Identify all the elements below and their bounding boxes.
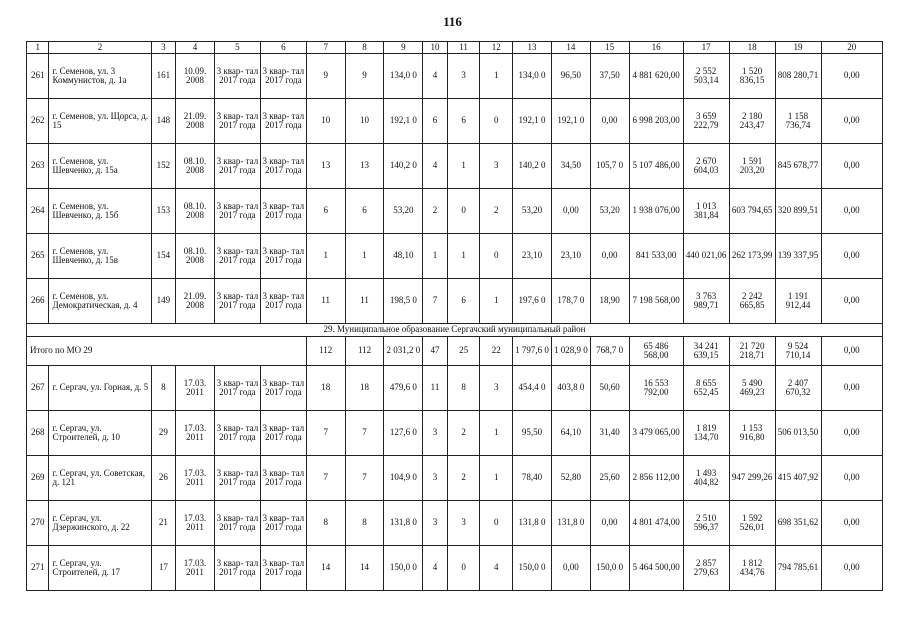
cell-c5: 3 квар- тал 2017 года bbox=[214, 189, 260, 234]
cell-c7: 9 bbox=[306, 54, 345, 99]
table-row bbox=[27, 411, 883, 456]
cell-c15: 0,00 bbox=[590, 501, 629, 546]
table-body bbox=[27, 42, 883, 591]
cell-c10: 4 bbox=[423, 54, 448, 99]
cell-c12: 1 bbox=[480, 456, 513, 501]
column-number-13: 13 bbox=[513, 42, 552, 54]
total-cell-c13: 1 797,6 0 bbox=[513, 337, 552, 366]
cell-c6: 3 квар- тал 2017 года bbox=[260, 546, 306, 591]
total-cell-c16: 65 486 568,00 bbox=[629, 337, 683, 366]
table-row bbox=[27, 99, 883, 144]
cell-c7: 11 bbox=[306, 279, 345, 324]
column-number-17: 17 bbox=[683, 42, 729, 54]
cell-c4: 17.03. 2011 bbox=[176, 546, 215, 591]
cell-c20: 0,00 bbox=[821, 279, 882, 324]
column-number-7: 7 bbox=[306, 42, 345, 54]
column-number-2: 2 bbox=[49, 42, 151, 54]
column-number-1: 1 bbox=[27, 42, 49, 54]
cell-c10: 2 bbox=[423, 189, 448, 234]
cell-c15: 25,60 bbox=[590, 456, 629, 501]
cell-c11: 2 bbox=[447, 411, 480, 456]
cell-c14: 96,50 bbox=[551, 54, 590, 99]
cell-c9: 150,0 0 bbox=[384, 546, 423, 591]
column-number-19: 19 bbox=[775, 42, 821, 54]
table-row bbox=[27, 501, 883, 546]
cell-c11: 0 bbox=[447, 546, 480, 591]
cell-c17: 2 552 503,14 bbox=[683, 54, 729, 99]
cell-c7: 10 bbox=[306, 99, 345, 144]
cell-c19: 320 899,51 bbox=[775, 189, 821, 234]
cell-c19: 698 351,62 bbox=[775, 501, 821, 546]
cell-c2: г. Семенов, ул. Шевченко, д. 15б bbox=[49, 189, 151, 234]
cell-c13: 192,1 0 bbox=[513, 99, 552, 144]
cell-c1: 269 bbox=[27, 456, 49, 501]
cell-c19: 2 407 670,32 bbox=[775, 366, 821, 411]
cell-c11: 8 bbox=[447, 366, 480, 411]
column-number-4: 4 bbox=[176, 42, 215, 54]
cell-c2: г. Сергач, ул. Горная, д. 5 bbox=[49, 366, 151, 411]
cell-c9: 198,5 0 bbox=[384, 279, 423, 324]
cell-c9: 479,6 0 bbox=[384, 366, 423, 411]
cell-c1: 263 bbox=[27, 144, 49, 189]
cell-c10: 3 bbox=[423, 501, 448, 546]
cell-c9: 48,10 bbox=[384, 234, 423, 279]
cell-c3: 152 bbox=[151, 144, 176, 189]
cell-c5: 3 квар- тал 2017 года bbox=[214, 99, 260, 144]
table-row bbox=[27, 546, 883, 591]
cell-c2: г. Сергач, ул. Советская, д. 121 bbox=[49, 456, 151, 501]
cell-c17: 2 857 279,63 bbox=[683, 546, 729, 591]
column-number-18: 18 bbox=[729, 42, 775, 54]
cell-c4: 21.09. 2008 bbox=[176, 279, 215, 324]
cell-c2: г. Семенов, ул. Шевченко, д. 15в bbox=[49, 234, 151, 279]
column-number-3: 3 bbox=[151, 42, 176, 54]
cell-c20: 0,00 bbox=[821, 366, 882, 411]
cell-c13: 23,10 bbox=[513, 234, 552, 279]
cell-c10: 3 bbox=[423, 456, 448, 501]
cell-c18: 5 490 469,23 bbox=[729, 366, 775, 411]
cell-c4: 17.03. 2011 bbox=[176, 411, 215, 456]
column-number-8: 8 bbox=[345, 42, 384, 54]
total-cell-c14: 1 028,9 0 bbox=[551, 337, 590, 366]
cell-c12: 1 bbox=[480, 54, 513, 99]
column-number-6: 6 bbox=[260, 42, 306, 54]
cell-c4: 17.03. 2011 bbox=[176, 456, 215, 501]
cell-c12: 1 bbox=[480, 279, 513, 324]
cell-c6: 3 квар- тал 2017 года bbox=[260, 99, 306, 144]
cell-c4: 08.10. 2008 bbox=[176, 144, 215, 189]
cell-c13: 134,0 0 bbox=[513, 54, 552, 99]
cell-c3: 161 bbox=[151, 54, 176, 99]
cell-c16: 841 533,00 bbox=[629, 234, 683, 279]
cell-c18: 262 173,99 bbox=[729, 234, 775, 279]
cell-c20: 0,00 bbox=[821, 99, 882, 144]
cell-c13: 95,50 bbox=[513, 411, 552, 456]
cell-c6: 3 квар- тал 2017 года bbox=[260, 54, 306, 99]
table-row bbox=[27, 189, 883, 234]
cell-c19: 139 337,95 bbox=[775, 234, 821, 279]
cell-c14: 403,8 0 bbox=[551, 366, 590, 411]
cell-c18: 603 794,65 bbox=[729, 189, 775, 234]
housing-register-table bbox=[26, 41, 883, 591]
cell-c5: 3 квар- тал 2017 года bbox=[214, 546, 260, 591]
cell-c14: 192,1 0 bbox=[551, 99, 590, 144]
cell-c12: 0 bbox=[480, 501, 513, 546]
total-cell-c20: 0,00 bbox=[821, 337, 882, 366]
cell-c2: г. Семенов, ул. Демократическая, д. 4 bbox=[49, 279, 151, 324]
cell-c16: 4 881 620,00 bbox=[629, 54, 683, 99]
cell-c19: 794 785,61 bbox=[775, 546, 821, 591]
cell-c18: 2 180 243,47 bbox=[729, 99, 775, 144]
cell-c18: 1 520 836,15 bbox=[729, 54, 775, 99]
cell-c3: 21 bbox=[151, 501, 176, 546]
cell-c14: 52,80 bbox=[551, 456, 590, 501]
column-number-5: 5 bbox=[214, 42, 260, 54]
cell-c5: 3 квар- тал 2017 года bbox=[214, 501, 260, 546]
cell-c17: 1 819 134,70 bbox=[683, 411, 729, 456]
cell-c17: 2 510 596,37 bbox=[683, 501, 729, 546]
cell-c6: 3 квар- тал 2017 года bbox=[260, 144, 306, 189]
cell-c2: г. Сергач, ул. Дзержинского, д. 22 bbox=[49, 501, 151, 546]
cell-c10: 4 bbox=[423, 546, 448, 591]
cell-c15: 37,50 bbox=[590, 54, 629, 99]
cell-c16: 7 198 568,00 bbox=[629, 279, 683, 324]
table-row bbox=[27, 234, 883, 279]
cell-c9: 53,20 bbox=[384, 189, 423, 234]
cell-c3: 154 bbox=[151, 234, 176, 279]
cell-c14: 0,00 bbox=[551, 546, 590, 591]
cell-c1: 264 bbox=[27, 189, 49, 234]
cell-c6: 3 квар- тал 2017 года bbox=[260, 411, 306, 456]
cell-c16: 5 107 486,00 bbox=[629, 144, 683, 189]
cell-c11: 1 bbox=[447, 144, 480, 189]
cell-c17: 3 659 222,79 bbox=[683, 99, 729, 144]
cell-c4: 10.09. 2008 bbox=[176, 54, 215, 99]
cell-c8: 7 bbox=[345, 411, 384, 456]
cell-c19: 845 678,77 bbox=[775, 144, 821, 189]
cell-c19: 415 407,92 bbox=[775, 456, 821, 501]
total-row bbox=[27, 337, 883, 366]
cell-c12: 4 bbox=[480, 546, 513, 591]
cell-c9: 192,1 0 bbox=[384, 99, 423, 144]
cell-c1: 266 bbox=[27, 279, 49, 324]
column-number-16: 16 bbox=[629, 42, 683, 54]
cell-c9: 140,2 0 bbox=[384, 144, 423, 189]
cell-c1: 261 bbox=[27, 54, 49, 99]
cell-c15: 0,00 bbox=[590, 99, 629, 144]
cell-c4: 17.03. 2011 bbox=[176, 501, 215, 546]
cell-c8: 9 bbox=[345, 54, 384, 99]
cell-c14: 34,50 bbox=[551, 144, 590, 189]
cell-c16: 5 464 500,00 bbox=[629, 546, 683, 591]
cell-c5: 3 квар- тал 2017 года bbox=[214, 456, 260, 501]
cell-c2: г. Сергач, ул. Строителей, д. 17 bbox=[49, 546, 151, 591]
column-number-12: 12 bbox=[480, 42, 513, 54]
column-number-10: 10 bbox=[423, 42, 448, 54]
cell-c11: 3 bbox=[447, 501, 480, 546]
cell-c8: 11 bbox=[345, 279, 384, 324]
cell-c3: 26 bbox=[151, 456, 176, 501]
cell-c1: 270 bbox=[27, 501, 49, 546]
column-number-20: 20 bbox=[821, 42, 882, 54]
cell-c8: 1 bbox=[345, 234, 384, 279]
column-number-11: 11 bbox=[447, 42, 480, 54]
cell-c7: 7 bbox=[306, 411, 345, 456]
cell-c11: 2 bbox=[447, 456, 480, 501]
cell-c16: 1 938 076,00 bbox=[629, 189, 683, 234]
cell-c15: 53,20 bbox=[590, 189, 629, 234]
cell-c7: 8 bbox=[306, 501, 345, 546]
cell-c13: 131,8 0 bbox=[513, 501, 552, 546]
cell-c20: 0,00 bbox=[821, 411, 882, 456]
cell-c3: 149 bbox=[151, 279, 176, 324]
cell-c9: 104,9 0 bbox=[384, 456, 423, 501]
cell-c14: 64,10 bbox=[551, 411, 590, 456]
cell-c16: 16 553 792,00 bbox=[629, 366, 683, 411]
column-number-15: 15 bbox=[590, 42, 629, 54]
cell-c19: 1 191 912,44 bbox=[775, 279, 821, 324]
cell-c5: 3 квар- тал 2017 года bbox=[214, 54, 260, 99]
cell-c19: 808 280,71 bbox=[775, 54, 821, 99]
total-cell-c19: 9 524 710,14 bbox=[775, 337, 821, 366]
table-row bbox=[27, 54, 883, 99]
cell-c14: 23,10 bbox=[551, 234, 590, 279]
cell-c2: г. Семенов, ул. 3 Коммунистов, д. 1а bbox=[49, 54, 151, 99]
cell-c3: 17 bbox=[151, 546, 176, 591]
cell-c4: 21.09. 2008 bbox=[176, 99, 215, 144]
cell-c6: 3 квар- тал 2017 года bbox=[260, 456, 306, 501]
cell-c15: 0,00 bbox=[590, 234, 629, 279]
cell-c13: 78,40 bbox=[513, 456, 552, 501]
cell-c20: 0,00 bbox=[821, 189, 882, 234]
table-row bbox=[27, 279, 883, 324]
section-title: 29. Муниципальное образование Сергачский муниципальный район bbox=[27, 324, 883, 337]
cell-c13: 53,20 bbox=[513, 189, 552, 234]
cell-c2: г. Сергач, ул. Строителей, д. 10 bbox=[49, 411, 151, 456]
cell-c20: 0,00 bbox=[821, 546, 882, 591]
cell-c20: 0,00 bbox=[821, 234, 882, 279]
cell-c3: 153 bbox=[151, 189, 176, 234]
column-number-row bbox=[27, 42, 883, 54]
cell-c7: 13 bbox=[306, 144, 345, 189]
cell-c10: 3 bbox=[423, 411, 448, 456]
cell-c6: 3 квар- тал 2017 года bbox=[260, 366, 306, 411]
cell-c13: 197,6 0 bbox=[513, 279, 552, 324]
cell-c1: 271 bbox=[27, 546, 49, 591]
cell-c10: 1 bbox=[423, 234, 448, 279]
cell-c2: г. Семенов, ул. Шевченко, д. 15а bbox=[49, 144, 151, 189]
total-cell-c9: 2 031,2 0 bbox=[384, 337, 423, 366]
cell-c4: 17.03. 2011 bbox=[176, 366, 215, 411]
cell-c12: 3 bbox=[480, 366, 513, 411]
total-cell-c8: 112 bbox=[345, 337, 384, 366]
cell-c14: 131,8 0 bbox=[551, 501, 590, 546]
cell-c1: 265 bbox=[27, 234, 49, 279]
cell-c9: 131,8 0 bbox=[384, 501, 423, 546]
cell-c1: 267 bbox=[27, 366, 49, 411]
cell-c17: 1 493 404,82 bbox=[683, 456, 729, 501]
cell-c9: 127,6 0 bbox=[384, 411, 423, 456]
cell-c3: 29 bbox=[151, 411, 176, 456]
cell-c11: 6 bbox=[447, 99, 480, 144]
cell-c12: 1 bbox=[480, 411, 513, 456]
cell-c11: 3 bbox=[447, 54, 480, 99]
cell-c8: 13 bbox=[345, 144, 384, 189]
cell-c6: 3 квар- тал 2017 года bbox=[260, 279, 306, 324]
total-cell-c12: 22 bbox=[480, 337, 513, 366]
cell-c12: 0 bbox=[480, 234, 513, 279]
total-cell-c7: 112 bbox=[306, 337, 345, 366]
cell-c7: 7 bbox=[306, 456, 345, 501]
cell-c2: г. Семенов, ул. Щорса, д. 15 bbox=[49, 99, 151, 144]
cell-c16: 6 998 203,00 bbox=[629, 99, 683, 144]
cell-c3: 8 bbox=[151, 366, 176, 411]
cell-c12: 3 bbox=[480, 144, 513, 189]
cell-c4: 08.10. 2008 bbox=[176, 234, 215, 279]
cell-c8: 10 bbox=[345, 99, 384, 144]
cell-c8: 14 bbox=[345, 546, 384, 591]
cell-c7: 6 bbox=[306, 189, 345, 234]
cell-c14: 0,00 bbox=[551, 189, 590, 234]
cell-c7: 1 bbox=[306, 234, 345, 279]
cell-c19: 1 158 736,74 bbox=[775, 99, 821, 144]
cell-c4: 08.10. 2008 bbox=[176, 189, 215, 234]
cell-c17: 2 670 604,03 bbox=[683, 144, 729, 189]
cell-c17: 8 655 652,45 bbox=[683, 366, 729, 411]
table-row bbox=[27, 144, 883, 189]
cell-c10: 7 bbox=[423, 279, 448, 324]
cell-c11: 6 bbox=[447, 279, 480, 324]
cell-c8: 7 bbox=[345, 456, 384, 501]
cell-c5: 3 квар- тал 2017 года bbox=[214, 366, 260, 411]
cell-c11: 0 bbox=[447, 189, 480, 234]
cell-c12: 2 bbox=[480, 189, 513, 234]
cell-c11: 1 bbox=[447, 234, 480, 279]
cell-c8: 8 bbox=[345, 501, 384, 546]
column-number-9: 9 bbox=[384, 42, 423, 54]
cell-c15: 18,90 bbox=[590, 279, 629, 324]
cell-c16: 2 856 112,00 bbox=[629, 456, 683, 501]
column-number-14: 14 bbox=[551, 42, 590, 54]
cell-c7: 14 bbox=[306, 546, 345, 591]
cell-c8: 6 bbox=[345, 189, 384, 234]
cell-c5: 3 квар- тал 2017 года bbox=[214, 144, 260, 189]
cell-c5: 3 квар- тал 2017 года bbox=[214, 234, 260, 279]
cell-c5: 3 квар- тал 2017 года bbox=[214, 411, 260, 456]
cell-c20: 0,00 bbox=[821, 54, 882, 99]
cell-c13: 454,4 0 bbox=[513, 366, 552, 411]
cell-c3: 148 bbox=[151, 99, 176, 144]
table-row bbox=[27, 456, 883, 501]
cell-c14: 178,7 0 bbox=[551, 279, 590, 324]
cell-c16: 4 801 474,00 bbox=[629, 501, 683, 546]
total-cell-c18: 21 720 218,71 bbox=[729, 337, 775, 366]
cell-c15: 31,40 bbox=[590, 411, 629, 456]
cell-c18: 1 153 916,80 bbox=[729, 411, 775, 456]
cell-c13: 150,0 0 bbox=[513, 546, 552, 591]
cell-c10: 6 bbox=[423, 99, 448, 144]
cell-c15: 105,7 0 bbox=[590, 144, 629, 189]
cell-c6: 3 квар- тал 2017 года bbox=[260, 501, 306, 546]
cell-c19: 506 013,50 bbox=[775, 411, 821, 456]
cell-c17: 440 021,06 bbox=[683, 234, 729, 279]
cell-c5: 3 квар- тал 2017 года bbox=[214, 279, 260, 324]
cell-c20: 0,00 bbox=[821, 144, 882, 189]
total-cell-c15: 768,7 0 bbox=[590, 337, 629, 366]
cell-c6: 3 квар- тал 2017 года bbox=[260, 234, 306, 279]
cell-c16: 3 479 065,00 bbox=[629, 411, 683, 456]
total-label: Итого по МО 29 bbox=[27, 337, 307, 366]
cell-c18: 1 812 434,76 bbox=[729, 546, 775, 591]
cell-c20: 0,00 bbox=[821, 456, 882, 501]
cell-c17: 3 763 989,71 bbox=[683, 279, 729, 324]
section-row bbox=[27, 324, 883, 337]
cell-c12: 0 bbox=[480, 99, 513, 144]
cell-c10: 11 bbox=[423, 366, 448, 411]
total-cell-c10: 47 bbox=[423, 337, 448, 366]
total-cell-c17: 34 241 639,15 bbox=[683, 337, 729, 366]
page-number: 116 bbox=[443, 14, 462, 29]
cell-c8: 18 bbox=[345, 366, 384, 411]
cell-c9: 134,0 0 bbox=[384, 54, 423, 99]
cell-c13: 140,2 0 bbox=[513, 144, 552, 189]
cell-c1: 268 bbox=[27, 411, 49, 456]
cell-c7: 18 bbox=[306, 366, 345, 411]
total-cell-c11: 25 bbox=[447, 337, 480, 366]
cell-c18: 1 591 203,20 bbox=[729, 144, 775, 189]
cell-c10: 4 bbox=[423, 144, 448, 189]
cell-c20: 0,00 bbox=[821, 501, 882, 546]
cell-c15: 150,0 0 bbox=[590, 546, 629, 591]
cell-c18: 947 299,26 bbox=[729, 456, 775, 501]
cell-c17: 1 013 381,84 bbox=[683, 189, 729, 234]
cell-c18: 2 242 665,85 bbox=[729, 279, 775, 324]
cell-c18: 1 592 526,01 bbox=[729, 501, 775, 546]
cell-c6: 3 квар- тал 2017 года bbox=[260, 189, 306, 234]
table-row bbox=[27, 366, 883, 411]
cell-c1: 262 bbox=[27, 99, 49, 144]
cell-c15: 50,60 bbox=[590, 366, 629, 411]
